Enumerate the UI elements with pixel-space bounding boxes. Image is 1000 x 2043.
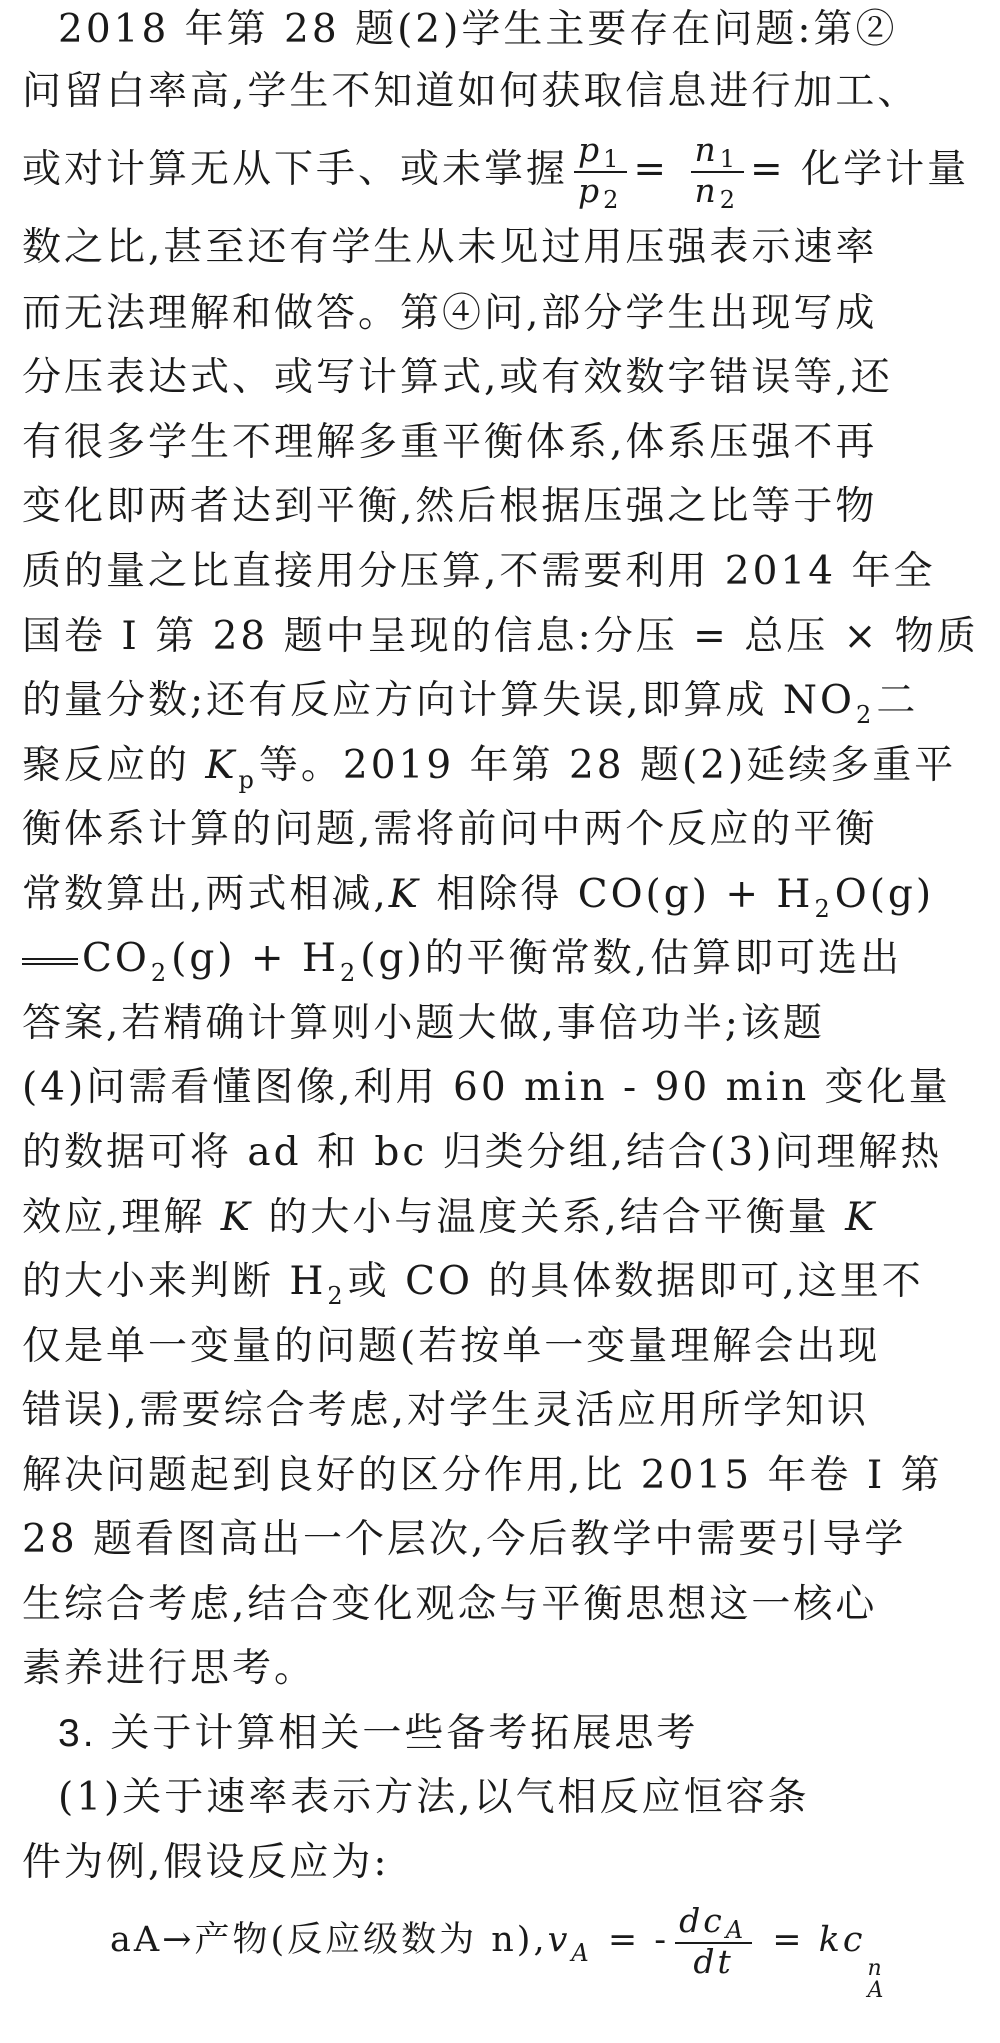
text-line-1: 2018 年第 28 题(2)学生主要存在问题:第② xyxy=(58,7,898,52)
fraction-dcA-dt: $\frac{\text{dcA}}{dt}$ xyxy=(675,1903,752,1980)
text-line-3-pre: 或对计算无从下手、或未掌握 xyxy=(22,147,569,192)
text-line-25: 生综合考虑,结合变化观念与平衡思想这一核心 xyxy=(22,1582,878,1627)
text-line-7: 有很多学生不理解多重平衡体系,体系压强不再 xyxy=(22,420,878,465)
text-line-18: 的数据可将 ad 和 bc 归类分组,结合(3)问理解热 xyxy=(22,1130,943,1175)
text-line-20: 的大小来判断 $H_2$或 CO 的具体数据即可,这里不 xyxy=(22,1259,924,1310)
rate-formula-concentration: aA→产物(反应级数为 $n),v_A$ = - $\frac{\text{dcA}}{dt}$ = kc n A xyxy=(110,1901,887,2003)
text-line-3-post: = 化学计量 xyxy=(750,147,970,192)
text-line-12: 聚反应的 $K_p$等。2019 年第 28 题(2)延续多重平 xyxy=(22,743,957,794)
text-line-23: 解决问题起到良好的区分作用,比 2015 年卷 I 第 xyxy=(22,1453,943,1498)
text-line-3: 或对计算无从下手、或未掌握 $\frac{p1}{p2}$ = $\frac{n1}{n2}$ = 化学计量 xyxy=(22,130,970,214)
text-line-5: 而无法理解和做答。第④问,部分学生出现写成 xyxy=(22,291,878,336)
text-line-10: 国卷 I 第 28 题中呈现的信息:分压 = 总压 × 物质 xyxy=(22,614,979,659)
text-line-9: 质的量之比直接用分压算,不需要利用 2014 年全 xyxy=(22,549,936,594)
text-line-17: (4)问需看懂图像,利用 60 min - 90 min 变化量 xyxy=(22,1065,951,1110)
fraction-p1-p2: $\frac{p1}{p2}$ xyxy=(574,132,627,212)
text-line-14: 常数算出,两式相减,K 相除得 $CO(g) + H_2O(g)$ xyxy=(22,872,935,923)
text-line-21: 仅是单一变量的问题(若按单一变量理解会出现 xyxy=(22,1324,881,1369)
text-line-13: 衡体系计算的问题,需将前问中两个反应的平衡 xyxy=(22,807,878,852)
equilibrium-sign xyxy=(22,958,78,965)
text-line-26: 素养进行思考。 xyxy=(22,1646,317,1691)
text-line-19: 效应,理解 K 的大小与温度关系,结合平衡量 K xyxy=(22,1195,878,1240)
text-line-16: 答案,若精确计算则小题大做,事倍功半;该题 xyxy=(22,1001,825,1046)
section-paragraph-line-2: 件为例,假设反应为: xyxy=(22,1840,390,1885)
text-line-24: 28 题看图高出一个层次,今后教学中需要引导学 xyxy=(22,1517,907,1562)
text-line-15: $CO_2(g) + H_2(g)$的平衡常数,估算即可选出 xyxy=(22,933,912,989)
text-line-4: 数之比,甚至还有学生从未见过用压强表示速率 xyxy=(22,225,878,270)
fraction-n1-n2: $\frac{n1}{n2}$ xyxy=(691,132,745,212)
text-line-11: 的量分数;还有反应方向计算失误,即算成 $NO_2$二 xyxy=(22,678,919,729)
section-paragraph-line-1: (1)关于速率表示方法,以气相反应恒容条 xyxy=(58,1775,810,1820)
text-line-6: 分压表达式、或写计算式,或有效数字错误等,还 xyxy=(22,355,893,400)
text-line-22: 错误),需要综合考虑,对学生灵活应用所学知识 xyxy=(22,1388,870,1433)
section-heading: 3. 关于计算相关一些备考拓展思考 xyxy=(58,1712,699,1755)
text-line-2: 问留白率高,学生不知道如何获取信息进行加工、 xyxy=(22,69,920,114)
text-line-8: 变化即两者达到平衡,然后根据压强之比等于物 xyxy=(22,484,878,529)
